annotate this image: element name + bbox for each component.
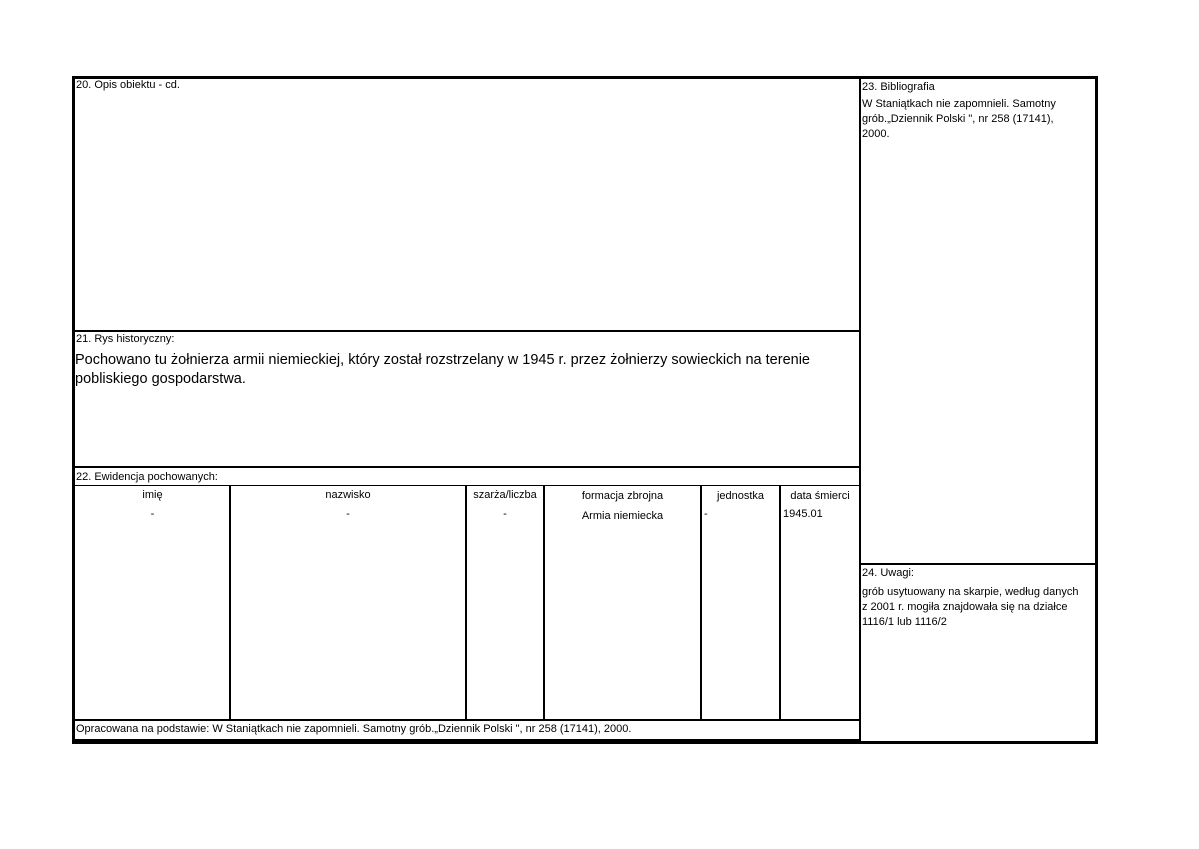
- table-col-divider: [465, 486, 467, 720]
- footer-bottom-line: [74, 739, 860, 741]
- right-column-divider: [859, 77, 861, 743]
- table-col-divider: [779, 486, 781, 720]
- column-header-jednostka: jednostka: [716, 490, 765, 502]
- cell-jednostka: -: [704, 508, 708, 520]
- column-header-data-smierci: data śmierci: [790, 490, 850, 502]
- section23-line2: grób.„Dziennik Polski ", nr 258 (17141),: [862, 113, 1054, 125]
- column-header-formacja: formacja zbrojna: [581, 490, 664, 502]
- column-header-imie: imię: [142, 489, 163, 501]
- section23-line3: 2000.: [862, 128, 890, 140]
- cell-nazwisko: -: [346, 508, 350, 520]
- column-header-szarza: szarża/liczba: [473, 489, 537, 501]
- section21-label: 21. Rys historyczny:: [76, 333, 175, 345]
- section24-label: 24. Uwagi:: [862, 567, 914, 579]
- section24-line1: grób usytuowany na skarpie, według danych: [862, 586, 1079, 598]
- cell-szarza: -: [503, 508, 507, 520]
- footer-divider: [74, 719, 860, 721]
- cell-data-smierci: 1945.01: [783, 508, 823, 520]
- table-col-divider: [700, 486, 702, 720]
- section22-label: 22. Ewidencja pochowanych:: [76, 471, 218, 483]
- form-frame: [72, 76, 1098, 744]
- table-col-divider: [229, 486, 231, 720]
- column-header-nazwisko: nazwisko: [325, 489, 371, 501]
- section22-label-underline: [74, 485, 860, 486]
- uwagi-divider: [860, 563, 1096, 565]
- section20-label: 20. Opis obiektu - cd.: [76, 79, 180, 91]
- cell-formacja: Armia niemiecka: [581, 510, 664, 522]
- section24-line2: z 2001 r. mogiła znajdowała się na działce: [862, 601, 1068, 613]
- footer-source: Opracowana na podstawie: W Staniątkach nie zapomnieli. Samotny grób.„Dziennik Polski ", nr 258 (17141), 2000.: [76, 723, 632, 735]
- section23-line1: W Staniątkach nie zapomnieli. Samotny: [862, 98, 1056, 110]
- cell-imie: -: [150, 508, 155, 520]
- section21-text-line2: pobliskiego gospodarstwa.: [75, 371, 246, 387]
- section24-line3: 1116/1 lub 1116/2: [862, 616, 947, 628]
- section23-label: 23. Bibliografia: [862, 81, 935, 93]
- section22-divider: [74, 466, 860, 468]
- section21-text-line1: Pochowano tu żołnierza armii niemieckiej, który został rozstrzelany w 1945 r. przez żołnierzy sowieckich na terenie: [75, 352, 810, 368]
- section21-divider: [74, 330, 860, 332]
